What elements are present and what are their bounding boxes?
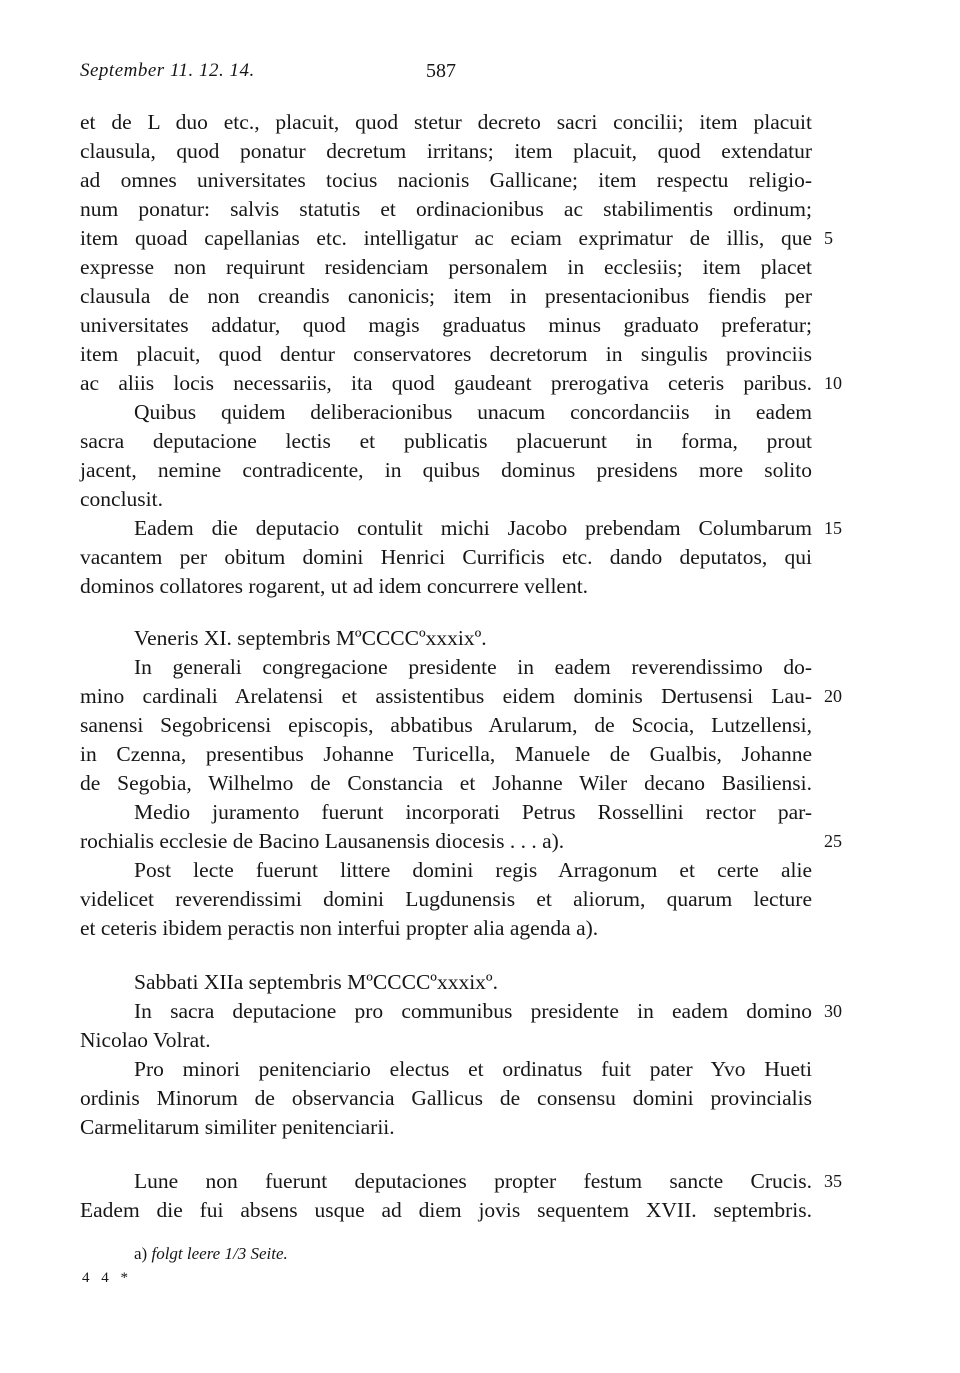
text-line: et de L duo etc., placuit, quod stetur decreto sacri concilii; item placuit	[80, 110, 812, 134]
footnote-mark: a)	[134, 1244, 148, 1263]
text-line: Lune non fuerunt deputaciones propter festum sancte Crucis.	[134, 1169, 812, 1193]
text-line: sacra deputacione lectis et publicatis placuerunt in forma, prout	[80, 429, 812, 453]
text-line: jacent, nemine contradicente, in quibus dominus presidens more solito	[80, 458, 812, 482]
page-number: 587	[426, 60, 456, 82]
text-line: ordinis Minorum de observancia Gallicus de consensu domini provincialis	[80, 1086, 812, 1110]
text-line: item quoad capellanias etc. intelligatur ac eciam exprimatur de illis, que	[80, 226, 812, 250]
text-line: ad omnes universitates tocius nacionis Gallicane; item respectu religio-	[80, 168, 812, 192]
text-line: videlicet reverendissimi domini Lugdunensis et aliorum, quarum lecture	[80, 887, 812, 911]
text-line: Eadem die deputacio contulit michi Jacobo prebendam Columbarum	[134, 516, 812, 540]
signature-mark: 4 4 *	[82, 1270, 132, 1286]
margin-line-number: 5	[824, 228, 833, 248]
text-line: expresse non requirunt residenciam personalem in ecclesiis; item placet	[80, 255, 812, 279]
text-line: Quibus quidem deliberacionibus unacum concordanciis in eadem	[134, 400, 812, 424]
text-line: dominos collatores rogarent, ut ad idem concurrere vellent.	[80, 574, 589, 598]
margin-line-number: 30	[824, 1001, 842, 1021]
text-line: clausula de non creandis canonicis; item in presentacionibus fiendis per	[80, 284, 812, 308]
margin-line-number: 20	[824, 686, 842, 706]
text-line: vacantem per obitum domini Henrici Currificis etc. dando deputatos, qui	[80, 545, 812, 569]
text-line: In sacra deputacione pro communibus presidente in eadem domino	[134, 999, 812, 1023]
entry-heading: Sabbati XIIa septembris MºCCCCºxxxixº.	[134, 970, 498, 994]
text-line: Medio juramento fuerunt incorporati Petrus Rossellini rector par-	[134, 800, 812, 824]
text-line: de Segobia, Wilhelmo de Constancia et Johanne Wiler decano Basiliensi.	[80, 771, 812, 795]
margin-line-number: 10	[824, 373, 842, 393]
text-line: in Czenna, presentibus Johanne Turicella, Manuele de Gualbis, Johanne	[80, 742, 812, 766]
text-line: ac aliis locis necessariis, ita quod gaudeant prerogativa ceteris paribus.	[80, 371, 812, 395]
text-line: sanensi Segobricensi episcopis, abbatibus Arularum, de Scocia, Lutzellensi,	[80, 713, 812, 737]
text-line: conclusit.	[80, 487, 163, 511]
margin-line-number: 35	[824, 1171, 842, 1191]
text-line: Post lecte fuerunt littere domini regis Arragonum et certe alie	[134, 858, 812, 882]
text-line: In generali congregacione presidente in eadem reverendissimo do-	[134, 655, 812, 679]
footnote	[134, 1244, 288, 1264]
entry-heading: Veneris XI. septembris MºCCCCºxxxixº.	[134, 626, 487, 650]
text-line: num ponatur: salvis statutis et ordinacionibus ac stabilimentis ordinum;	[80, 197, 812, 221]
text-line: item placuit, quod dentur conservatores decretorum in singulis provinciis	[80, 342, 812, 366]
text-line: Carmelitarum similiter penitenciarii.	[80, 1115, 395, 1139]
text-line: Pro minori penitenciario electus et ordinatus fuit pater Yvo Hueti	[134, 1057, 812, 1081]
footnote-text: folgt leere 1/3 Seite.	[151, 1244, 288, 1263]
running-title: September 11. 12. 14.	[80, 60, 255, 81]
text-line: et ceteris ibidem peractis non interfui propter alia agenda a).	[80, 916, 599, 940]
text-line: universitates addatur, quod magis graduatus minus graduato preferatur;	[80, 313, 812, 337]
text-line: Eadem die fui absens usque ad diem jovis sequentem XVII. septembris.	[80, 1198, 812, 1222]
margin-line-number: 15	[824, 518, 842, 538]
text-line: rochialis ecclesie de Bacino Lausanensis diocesis . . . a).	[80, 829, 565, 853]
text-line: mino cardinali Arelatensi et assistentibus eidem dominis Dertusensi Lau-	[80, 684, 812, 708]
margin-line-number: 25	[824, 831, 842, 851]
text-line: Nicolao Volrat.	[80, 1028, 211, 1052]
text-line: clausula, quod ponatur decretum irritans; item placuit, quod extendatur	[80, 139, 812, 163]
